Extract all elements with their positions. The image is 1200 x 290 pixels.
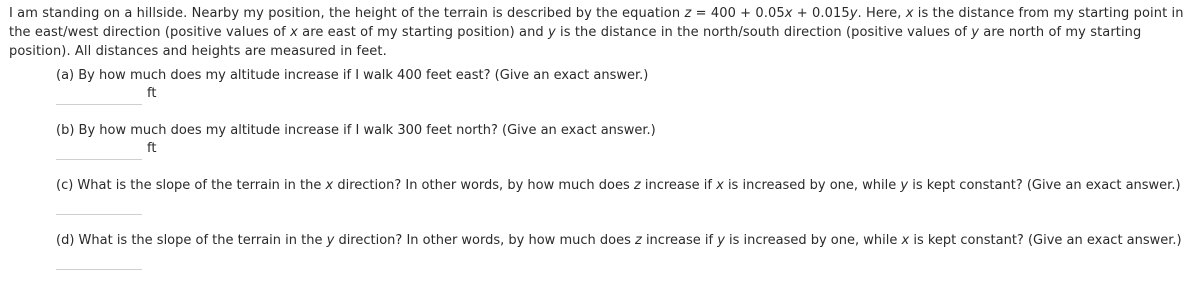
problem-text: . Here, [857,6,906,21]
equation-var-y: y [849,6,858,21]
part-a-answer-input[interactable] [56,86,142,105]
var-y: y [717,233,725,248]
part-a [56,66,1186,106]
var-y: y [548,25,556,40]
part-c [56,176,1186,216]
part-d-answer-input[interactable] [56,251,142,270]
problem-text: are north of my starting position). All distances and heights are measured in feet. [9,25,1142,59]
part-d-answer-row [56,251,1186,271]
problem-text: is the distance from my starting point in the east/west direction (positive values of [9,6,1184,40]
problem-text: I am standing on a hillside. Nearby my position, the height of the terrain is described by the equation [9,6,685,21]
question-text: is kept constant? (Give an exact answer.) [909,233,1182,248]
part-b-answer-input[interactable] [56,141,142,160]
question-text: (c) What is the slope of the terrain in the [56,178,326,193]
part-a-question: (a) By how much does my altitude increase if I walk 400 feet east? (Give an exact answer.) [56,68,649,83]
question-text: is kept constant? (Give an exact answer.) [908,178,1181,193]
var-z: z [634,233,642,248]
part-c-answer-input[interactable] [56,196,142,215]
problem-statement [9,4,1194,61]
part-a-answer-row [56,86,1186,106]
equation-text: = 400 + 0.05 [691,6,785,21]
part-d [56,231,1186,271]
problem-text: are east of my starting position) and [297,25,548,40]
question-text: direction? In other words, by how much does [333,178,634,193]
equation-var-x: x [784,6,793,21]
question-text: (d) What is the slope of the terrain in the [56,233,327,248]
var-x: x [290,25,298,40]
part-c-answer-row [56,196,1186,216]
question-text: direction? In other words, by how much does [334,233,635,248]
question-text: increase if [641,233,718,248]
question-text: is increased by one, while [723,178,901,193]
equation-text: + 0.015 [792,6,850,21]
problem-text: is the distance in the north/south direction (positive values of [555,25,972,40]
question-text: increase if [640,178,717,193]
var-x: x [905,6,914,21]
question-text: is increased by one, while [724,233,902,248]
part-b [56,121,1186,161]
part-c-question [56,176,1186,195]
part-b-unit-label: ft [147,141,157,156]
part-d-question [56,231,1186,250]
var-y: y [326,233,335,248]
var-z: z [633,178,641,193]
var-y: y [971,25,980,40]
part-b-question: (b) By how much does my altitude increase if I walk 300 feet north? (Give an exact answer.) [56,123,656,138]
var-y: y [900,178,909,193]
equation-var-z: z [684,6,692,21]
part-a-unit-label: ft [147,86,157,101]
var-x: x [716,178,724,193]
part-b-answer-row [56,141,1186,161]
var-x: x [901,233,910,248]
var-x: x [325,178,334,193]
